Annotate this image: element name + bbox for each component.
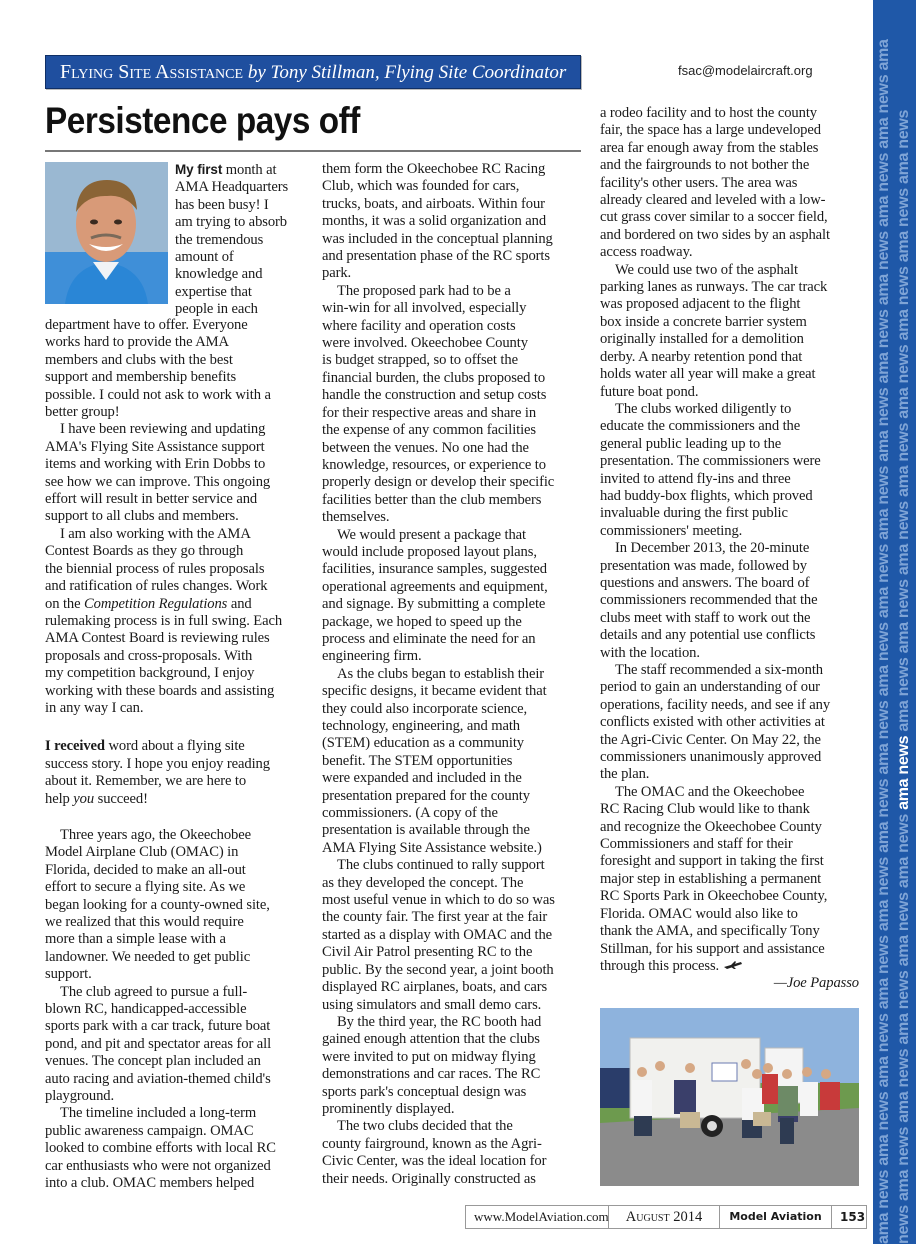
section-banner: [45, 55, 581, 89]
paragraph: I have been reviewing and updating AMA's Flying Site Assistance support items and working with Erin Dobbs to see how we can improve. This ongoing effort will result in better service and support to all clubs and members.: [45, 421, 271, 525]
paragraph: By the third year, the RC booth had gained enough attention that the clubs were invited to put on midway flying demonstrations and car races. The RC sports park's conceptual design was prominently displayed.: [322, 1013, 542, 1117]
title-divider: [45, 150, 581, 152]
paragraph: The clubs worked diligently to educate the commissioners and the general public leading up to the presentation. The commissioners were invited to attend fly-ins and three had buddy-box flights, which proved invaluable during the first public commissioners' meeting.: [600, 400, 821, 539]
paragraph: In December 2013, the 20-minute presentation was made, followed by questions and answers. The board of commissioners recommended that the clubs meet with staff to work out the details and any potential use conflicts with the location.: [600, 540, 818, 661]
paragraph: The staff recommended a six-month period to gain an understanding of our operations, facility needs, and see if any conflicts existed with other activities at the Agri-Civic Center. On May 22, the commissioners unanimously approved the plan.: [600, 662, 831, 783]
paragraph: The OMAC and the Okeechobee RC Racing Club would like to thank and recognize the Okeechobee County Commissioners and staff for their foresight and support in taking the first major step in establishing a permanent RC Sports Park in Okeechobee County, Florida. OMAC would also like to thank the AMA, and specifically Tony Stillman, for his support and assistance through this process.: [600, 783, 828, 974]
column-3: [600, 105, 859, 993]
paragraph: As the clubs began to establish their specific designs, it became evident that they could also incorporate science, technology, engineering, and math (STEM) education as a community benefit. The STEM opportunities were expanded and included in the presentation prepared for the county commissioners. (A copy of the presentation is available through the AMA Flying Site Assistance website.): [322, 665, 547, 856]
paragraph: a rodeo facility and to host the county fair, the space has a large undeveloped area far enough away from the stables and the fairgrounds to not bother the facility's other users. The area was already cleared and leveled with a low- cut grass cover similar to a soccer field, and bordered on two sides by an asphalt access roadway.: [600, 105, 830, 261]
paragraph: department have to offer. Everyone works hard to provide the AMA members and clubs with the best support and membership benefits possible. I could not ask to work with a better group!: [45, 317, 271, 421]
group-photo: [600, 1008, 859, 1186]
author-headshot: [45, 162, 168, 304]
lead-in: My first: [175, 162, 223, 177]
paragraph: The proposed park had to be a win-win for all involved, especially where facility and operation costs were involved. Okeechobee County is budget strapped, so to offset the financial burden, the clubs proposed to handle the construction and setup costs for their respective areas and share in the expense of any common facilities between the venues. No one had the knowledge, resources, or experience to properly design or develop their specific facilities better than the club members themselves.: [322, 282, 555, 526]
ama-news-sidebar-strip: [873, 0, 916, 1244]
byline: by Tony Stillman, Flying Site Coordinator: [247, 62, 567, 83]
contact-email[interactable]: fsac@modelaircraft.org: [678, 63, 813, 78]
article-title: Persistence pays off: [45, 100, 360, 141]
paragraph: month at AMA Headquarters has been busy! I am trying to absorb the tremendous amount of knowledge and expertise that people in each: [175, 162, 289, 318]
column-1-body: [45, 317, 282, 1193]
paragraph: We would present a package that would include proposed layout plans, facilities, insurance samples, suggested operational agreements and equipment, and signage. By submitting a complete package, we hoped to speed up the process and eliminate the need for an engineering firm.: [322, 526, 548, 665]
paragraph: The clubs continued to rally support as they developed the concept. The most useful venue in which to do so was the county fair. The first year at the fair started as a display with OMAC and the Civil Air Patrol presenting RC to the public. By the second year, a joint booth displayed RC airplanes, boats, and cars using simulators and small demo cars.: [322, 857, 555, 1013]
column-1: [175, 161, 288, 319]
paragraph: Three years ago, the Okeechobee Model Airplane Club (OMAC) in Florida, decided to make an all-out effort to secure a flying site. As we began looking for a county-owned site, we realized that this would require more than a simple lease with a landowner. We needed to get public support.: [45, 826, 270, 983]
section-name: Flying Site Assistance: [60, 61, 244, 83]
lead-in: I received: [45, 738, 105, 755]
airplane-end-icon: [723, 960, 743, 970]
page-number: 153: [840, 1210, 866, 1224]
paragraph: We could use two of the asphalt parking lanes as runways. The car track was proposed adjacent to the flight box inside a concrete barrier system originally installed for a demolition derby. A nearby retention pond that holds water all year will make a great future boat pond.: [600, 261, 828, 400]
author-signature: —Joe Papasso: [773, 975, 859, 992]
magazine-name: Model Aviation: [720, 1206, 832, 1228]
paragraph: The timeline included a long-term public awareness campaign. OMAC looked to combine efforts with local RC car enthusiasts who were not organized into a club. OMAC members helped: [45, 1105, 276, 1192]
column-2: [322, 161, 555, 1188]
website-link[interactable]: www.ModelAviation.com: [466, 1206, 609, 1228]
publication-title: Competition Regulations: [84, 595, 228, 612]
paragraph: The club agreed to pursue a full- blown RC, handicapped-accessible sports park with a car track, future boat pond, and pit and spectator areas for all venues. The concept plan included an auto racing and aviation-themed child's playground.: [45, 983, 272, 1105]
sidebar-text: ama news ama news ama news ama news ama news ama news ama news ama news ama news ama news ama news ama news ama news ama news ama news ama news ama news ama news ama news ama news ama news ama news ama news ama news ama news ama news ama news ama news ama news ama news: [875, 39, 912, 1244]
sidebar-highlight: ama news: [895, 735, 912, 810]
issue-date: August 2014: [609, 1206, 720, 1228]
sidebar-tail: ama news ama news ama news ama news ama news ama news ama news ama news: [895, 109, 912, 736]
paragraph: I am also working with the AMA Contest Boards as they go through the biennial process of rules proposals and ratification of rules changes. Work on the Competition Regulations and rulemaking process is in full swing. Each AMA Contest Board is reviewing rules proposals and cross-proposals. With my competition background, I enjoy working with these boards and assisting in any way I can.: [45, 525, 283, 716]
page-footer: [465, 1205, 867, 1229]
paragraph: The two clubs decided that the county fairground, known as the Agri- Civic Center, was the ideal location for their needs. Originally constructed as: [322, 1118, 547, 1187]
paragraph: I received word about a flying site success story. I hope you enjoy reading about it. Remember, we are here to help you succeed!: [45, 738, 270, 807]
paragraph: them form the Okeechobee RC Racing Club, which was founded for cars, trucks, boats, and airboats. Within four months, it was a solid organization and was included in the conceptual planning and presentation phase of the RC sports park.: [322, 161, 553, 282]
